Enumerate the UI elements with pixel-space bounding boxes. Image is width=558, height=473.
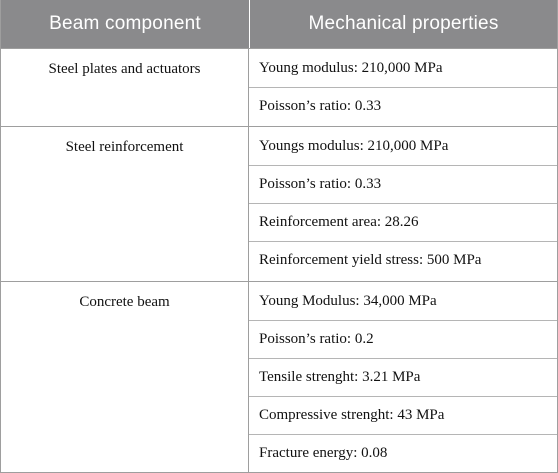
component-cell: Concrete beam: [1, 282, 249, 473]
property-row: Tensile strenght: 3.21 MPa: [249, 358, 557, 396]
property-row: Compressive strenght: 43 MPa: [249, 396, 557, 434]
property-row: Poisson’s ratio: 0.33: [249, 165, 557, 203]
properties-cell: [249, 282, 557, 473]
property-row: Youngs modulus: 210,000 MPa: [259, 137, 449, 154]
table-group-steel-reinforcement: [1, 126, 557, 281]
table-group-concrete-beam: [1, 281, 557, 473]
property-row: Reinforcement yield stress: 500 MPa: [249, 241, 557, 279]
property-row: Young Modulus: 34,000 MPa: [259, 292, 437, 309]
table-group-steel-plates: [1, 48, 557, 126]
property-row: Reinforcement area: 28.26: [249, 203, 557, 241]
property-row: Poisson’s ratio: 0.2: [249, 320, 557, 358]
property-row: Poisson’s ratio: 0.33: [249, 87, 557, 125]
header-beam-component: Beam component: [49, 13, 201, 34]
table-header: [1, 0, 557, 48]
header-mechanical-properties: Mechanical properties: [249, 0, 557, 48]
component-cell: Steel reinforcement: [1, 127, 249, 281]
property-row: Young modulus: 210,000 MPa: [259, 59, 443, 76]
properties-cell: [249, 127, 557, 281]
properties-cell: [249, 49, 557, 126]
property-row: Fracture energy: 0.08: [249, 434, 557, 472]
component-cell: Steel plates and actuators: [1, 49, 249, 126]
